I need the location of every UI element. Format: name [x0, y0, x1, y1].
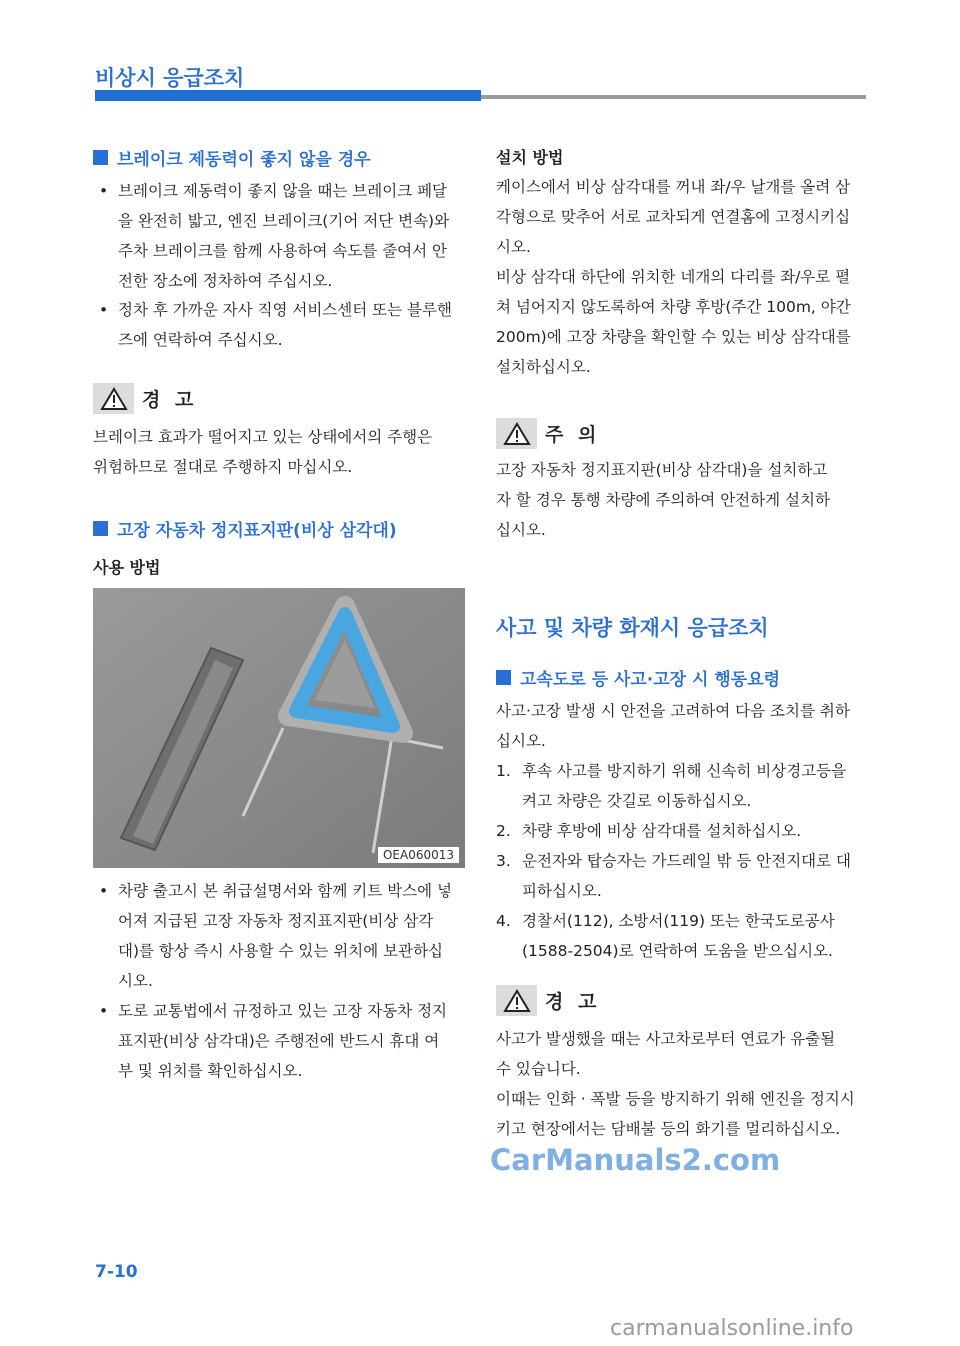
warning-triangle-illustration	[93, 588, 465, 868]
install-title: 설치 방법	[496, 148, 564, 167]
warning-label: 경 고	[142, 389, 198, 411]
list-item: • 차량 출고시 본 취급설명서와 함께 키트 박스에 넣 어져 지급된 고장 자동차 정지표지판(비상 삼각 대)를 항상 즉시 사용할 수 있는 위치에 보관하십 시오.	[93, 876, 463, 996]
square-bullet-icon	[496, 670, 511, 685]
bullet-dot-icon: •	[99, 301, 109, 319]
caution-box	[496, 418, 537, 449]
warning-box	[496, 985, 537, 1016]
warning-heading	[496, 985, 600, 1016]
caution-heading	[496, 418, 600, 449]
warning-triangle-icon	[503, 989, 531, 1013]
warning-text: 브레이크 효과가 떨어지고 있는 상태에서의 주행은 위험하므로 절대로 주행하지 마십시오.	[93, 428, 433, 476]
fire-intro: 사고·고장 발생 시 안전을 고려하여 다음 조치를 취하 십시오.	[496, 702, 850, 750]
caution-text: 고장 자동차 정지표지판(비상 삼각대)을 설치하고 자 할 경우 통행 차량에 주의하여 안전하게 설치하 십시오.	[496, 461, 830, 539]
watermark: CarManuals2.com	[490, 1143, 781, 1177]
warning-text: 사고가 발생했을 때는 사고차로부터 연료가 유출될 수 있습니다. 이때는 인화 · 폭발 등을 방지하기 위해 엔진을 정지시 키고 현장에서는 담배불 등의 화기를 멀리하십시오.	[496, 1030, 855, 1138]
footer-watermark: carmanualsonline.info	[610, 1316, 854, 1341]
usage-title: 사용 방법	[93, 558, 161, 577]
section-heading-brake: 브레이크 제동력이 좋지 않을 경우	[93, 145, 463, 170]
list-item: 1. 후속 사고를 방지하기 위해 신속히 비상경고등을 켜고 차량은 갓길로 이동하십시오.	[496, 762, 847, 810]
install-text: 케이스에서 비상 삼각대를 꺼내 좌/우 날개를 올려 삼 각형으로 맞추어 서로 교차되게 연결홈에 고정시키십 시오. 비상 삼각대 하단에 위치한 네개의 다리를 좌/우로 펼 쳐 넘어지지 않도록하여 차량 후방(주간 100m, 야간 200m)에 고장 차량을 확인할 수 있는 비상 삼각대를 설치하십시오.	[496, 178, 851, 376]
section-heading-highway: 고속도로 등 사고·고장 시 행동요령	[496, 665, 866, 690]
figure-code: OEA060013	[378, 847, 459, 863]
list-item: • 정차 후 가까운 자사 직영 서비스센터 또는 블루핸 즈에 연락하여 주십시오.	[93, 295, 463, 355]
bullet-dot-icon: •	[99, 1002, 109, 1020]
section-heading-triangle: 고장 자동차 정지표지판(비상 삼각대)	[93, 516, 463, 541]
warning-box	[93, 383, 134, 414]
square-bullet-icon	[93, 150, 108, 165]
bullet-dot-icon: •	[99, 182, 109, 200]
warning-label: 경 고	[545, 991, 601, 1013]
warning-triangle-photo	[93, 588, 465, 868]
page-number: 7-10	[95, 1262, 138, 1282]
header-bar-accent	[95, 90, 481, 101]
bullet-dot-icon: •	[99, 882, 109, 900]
chapter-title: 비상시 응급조치	[95, 66, 245, 90]
section-title-fire: 사고 및 차량 화재시 응급조치	[496, 616, 769, 640]
warning-triangle-icon	[100, 387, 128, 411]
list-item: • 브레이크 제동력이 좋지 않을 때는 브레이크 페달 을 완전히 밟고, 엔진 브레이크(기어 저단 변속)와 주차 브레이크를 함께 사용하여 속도를 줄여서 안 전한 장소에 정차하여 주십시오.	[93, 176, 463, 296]
warning-heading	[93, 383, 197, 414]
header-bar-rule	[481, 95, 866, 99]
caution-label: 주 의	[545, 424, 601, 446]
list-item: • 도로 교통법에서 규정하고 있는 고장 자동차 정지 표지판(비상 삼각대)은 주행전에 반드시 휴대 여 부 및 위치를 확인하십시오.	[93, 996, 463, 1086]
list-item: 2. 차량 후방에 비상 삼각대를 설치하십시오.	[496, 822, 802, 840]
square-bullet-icon	[93, 521, 108, 536]
list-item: 4. 경찰서(112), 소방서(119) 또는 한국도로공사 (1588-2504)로 연락하여 도움을 받으십시오.	[496, 912, 835, 960]
list-item: 3. 운전자와 탑승자는 가드레일 밖 등 안전지대로 대 피하십시오.	[496, 852, 852, 900]
warning-triangle-icon	[503, 422, 531, 446]
